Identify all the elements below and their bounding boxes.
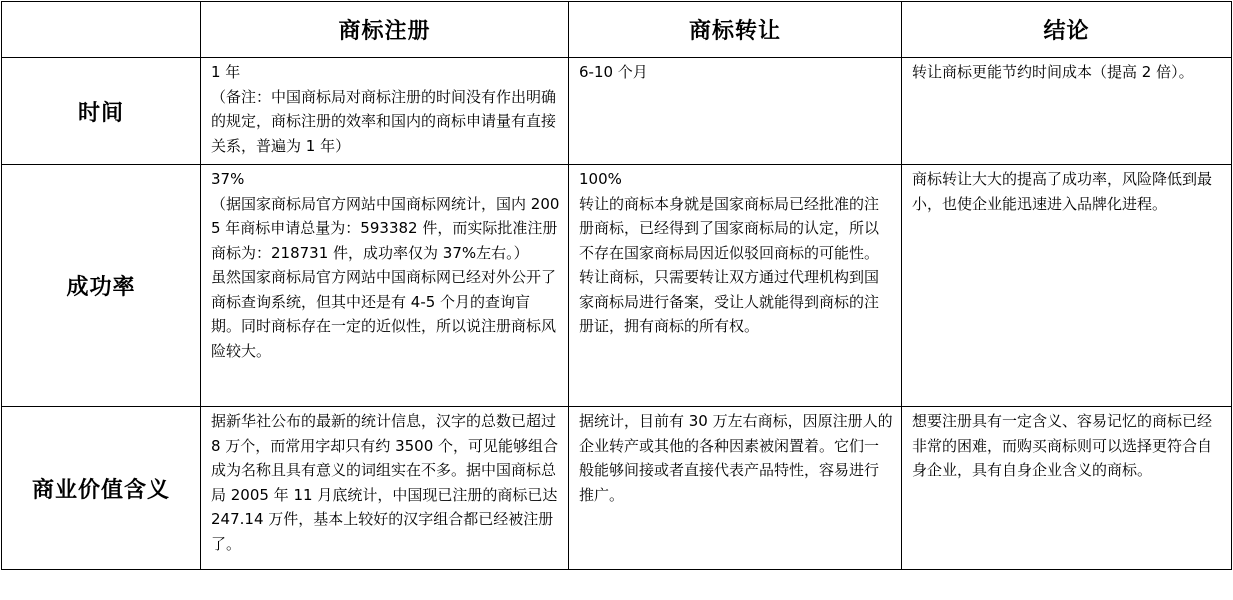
cell-paragraph: 转让的商标本身就是国家商标局已经批准的注册商标，已经得到了国家商标局的认定，所以不存在国家商标局因近似驳回商标的可能性。转让商标，只需要转让双方通过代理机构到国家商标局进行备案，受让人就能得到商标的注册证，拥有商标的所有权。 [579,194,880,335]
cell-time-registration [201,58,569,165]
cell-time-transfer [569,58,902,165]
cell-paragraph: 37% [211,170,245,188]
cell-paragraph: 100% [579,170,622,188]
cell-paragraph: 转让商标更能节约时间成本（提高 2 倍）。 [912,63,1194,81]
row-label-commercial-value: 商业价值含义 [2,407,201,570]
cell-value-registration [201,407,569,570]
cell-paragraph: 商标转让大大的提高了成功率，风险降低到最小，也使企业能迅速进入品牌化进程。 [912,170,1213,213]
row-time [2,58,1232,165]
comparison-table [1,1,1232,570]
row-commercial-value [2,407,1232,570]
cell-paragraph: 1 年 [211,63,241,81]
cell-success-conclusion [902,165,1232,407]
header-transfer: 商标转让 [569,2,902,58]
cell-value-conclusion [902,407,1232,570]
header-blank [2,2,201,58]
cell-time-conclusion [902,58,1232,165]
row-success-rate [2,165,1232,407]
row-label-success-rate: 成功率 [2,165,201,407]
cell-success-registration [201,165,569,407]
cell-paragraph: 想要注册具有一定含义、容易记忆的商标已经非常的困难，而购买商标则可以选择更符合自身企业，具有自身企业含义的商标。 [912,412,1213,479]
header-row [2,2,1232,58]
cell-paragraph: （备注：中国商标局对商标注册的时间没有作出明确的规定，商标注册的效率和国内的商标申请量有直接关系，普遍为 1 年） [211,87,557,155]
cell-paragraph: 据新华社公布的最新的统计信息，汉字的总数已超过 8 万个，而常用字却只有约 3500 个，可见能够组合成为名称且具有意义的词组实在不多。据中国商标总局 2005 年 11 月底统计，中国现已注册的商标已达 247.14 万件，基本上较好的汉字组合都已经被注册了。 [211,412,559,553]
cell-success-transfer [569,165,902,407]
cell-paragraph: 6-10 个月 [579,63,648,81]
cell-value-transfer [569,407,902,570]
header-conclusion: 结论 [902,2,1232,58]
cell-paragraph: （据国家商标局官方网站中国商标网统计，国内 2005 年商标申请总量为：593382 件，而实际批准注册商标为：218731 件，成功率仅为 37%左右。） [211,194,560,262]
cell-paragraph: 虽然国家商标局官方网站中国商标网已经对外公开了商标查询系统，但其中还是有 4-5 个月的查询盲期。同时商标存在一定的近似性，所以说注册商标风险较大。 [211,268,557,360]
cell-paragraph: 据统计，目前有 30 万左右商标，因原注册人的企业转产或其他的各种因素被闲置着。它们一般能够间接或者直接代表产品特性，容易进行推广。 [579,412,893,504]
row-label-time: 时间 [2,58,201,165]
header-registration: 商标注册 [201,2,569,58]
